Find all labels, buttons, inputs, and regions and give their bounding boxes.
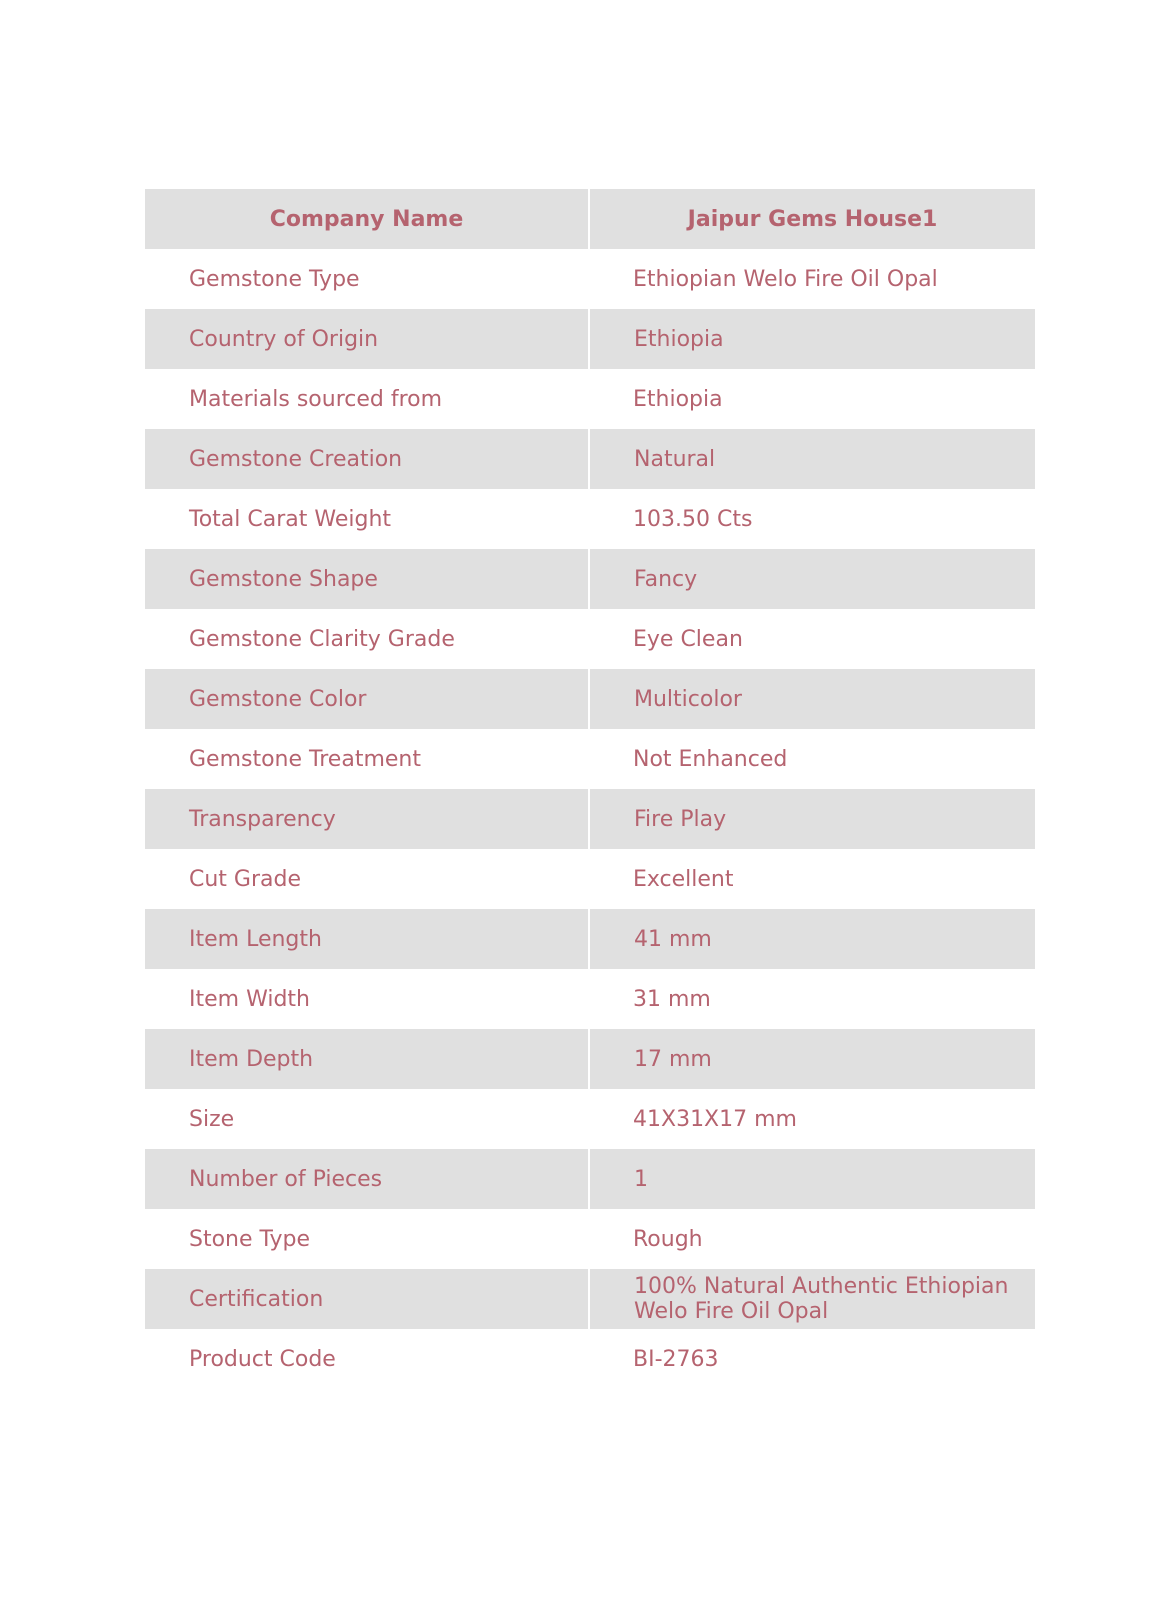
- row-value: 41X31X17 mm: [589, 1089, 1035, 1149]
- row-label: Gemstone Type: [145, 249, 589, 309]
- table-row: [145, 1329, 1035, 1389]
- table-row: [145, 489, 1035, 549]
- header-label: Company Name: [145, 189, 589, 249]
- row-value: 100% Natural Authentic Ethiopian Welo Fire Oil Opal: [589, 1269, 1035, 1329]
- row-label: Materials sourced from: [145, 369, 589, 429]
- row-label: Number of Pieces: [145, 1149, 589, 1209]
- row-value: Eye Clean: [589, 609, 1035, 669]
- row-value: 31 mm: [589, 969, 1035, 1029]
- table-row: [145, 429, 1035, 489]
- table-row: [145, 609, 1035, 669]
- row-value: 103.50 Cts: [589, 489, 1035, 549]
- row-label: Total Carat Weight: [145, 489, 589, 549]
- table-row: [145, 909, 1035, 969]
- row-label: Gemstone Clarity Grade: [145, 609, 589, 669]
- row-label: Product Code: [145, 1329, 589, 1389]
- row-label: Gemstone Creation: [145, 429, 589, 489]
- row-label: Gemstone Treatment: [145, 729, 589, 789]
- row-label: Stone Type: [145, 1209, 589, 1269]
- table-row: [145, 1269, 1035, 1329]
- table-row: [145, 1089, 1035, 1149]
- table-row: [145, 669, 1035, 729]
- row-value: Natural: [589, 429, 1035, 489]
- table-row: [145, 309, 1035, 369]
- row-label: Cut Grade: [145, 849, 589, 909]
- row-value: Ethiopia: [589, 369, 1035, 429]
- table-header-row: [145, 189, 1035, 249]
- row-value: BI-2763: [589, 1329, 1035, 1389]
- table-row: [145, 369, 1035, 429]
- row-value: Excellent: [589, 849, 1035, 909]
- row-value: 41 mm: [589, 909, 1035, 969]
- row-value: Multicolor: [589, 669, 1035, 729]
- table-row: [145, 249, 1035, 309]
- row-label: Certification: [145, 1269, 589, 1329]
- table-row: [145, 1029, 1035, 1089]
- row-label: Item Depth: [145, 1029, 589, 1089]
- row-label: Transparency: [145, 789, 589, 849]
- row-value: Not Enhanced: [589, 729, 1035, 789]
- table-row: [145, 789, 1035, 849]
- table-row: [145, 729, 1035, 789]
- row-value: Fancy: [589, 549, 1035, 609]
- table-row: [145, 1149, 1035, 1209]
- table-row: [145, 1209, 1035, 1269]
- row-value: 17 mm: [589, 1029, 1035, 1089]
- table-row: [145, 549, 1035, 609]
- row-value: Fire Play: [589, 789, 1035, 849]
- row-value: Rough: [589, 1209, 1035, 1269]
- table-row: [145, 849, 1035, 909]
- row-value: 1: [589, 1149, 1035, 1209]
- row-value: Ethiopian Welo Fire Oil Opal: [589, 249, 1035, 309]
- row-label: Gemstone Color: [145, 669, 589, 729]
- row-label: Item Width: [145, 969, 589, 1029]
- row-value: Ethiopia: [589, 309, 1035, 369]
- row-label: Size: [145, 1089, 589, 1149]
- header-value: Jaipur Gems House1: [589, 189, 1035, 249]
- row-label: Item Length: [145, 909, 589, 969]
- table-row: [145, 969, 1035, 1029]
- row-label: Country of Origin: [145, 309, 589, 369]
- specifications-table: [145, 189, 1035, 1389]
- row-label: Gemstone Shape: [145, 549, 589, 609]
